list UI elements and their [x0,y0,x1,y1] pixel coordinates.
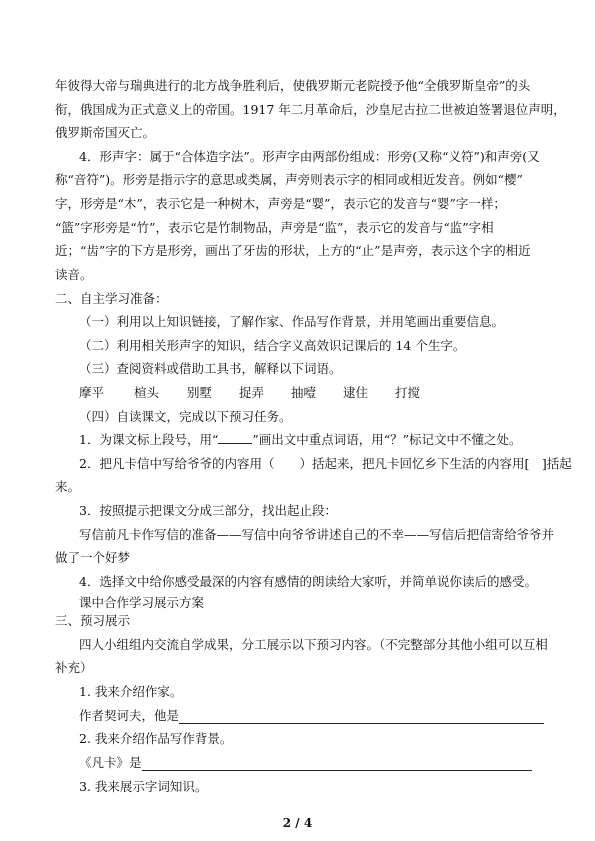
prep-item: （三）查阅资料或借助工具书，解释以下词语。 [79,361,342,376]
vocab-word: 逮住 [343,385,369,400]
question: 2. 我来介绍作品写作背景。 [79,731,233,746]
paragraph-line: 4．形声字：属于“合体造字法”。形声字由两部份组成：形旁(又称“义符”)和声旁(又 [79,149,540,164]
paragraph-line: 俄罗斯帝国灭亡。 [55,125,156,140]
section-intro: 四人小组组内交流自学成果，分工展示以下预习内容。（不完整部分其他小组可以互相 [79,637,548,652]
paragraph-line: 字，形旁是“木”，表示它是一种树木，声旁是“婴”，表示它的发音与“婴”字一样； [55,196,506,211]
paragraph-line: 近；“齿”字的下方是形旁，画出了牙齿的形状，上方的“止”是声旁，表示这个字的相近 [55,243,531,258]
question: 1. 我来介绍作家。 [79,684,183,699]
task-line: 来。 [55,479,81,494]
task-line: 2．把凡卡信中写给爷爷的内容用（ ）括起来，把凡卡回忆乡下生活的内容用[ ]括起 [79,456,572,471]
prep-item: （四）自读课文，完成以下预习任务。 [79,409,292,424]
vocab-word: 捉弄 [239,385,265,400]
paragraph-line: 读音。 [55,267,93,282]
task-text: 1．为课文标上段号，用“ [79,432,219,447]
fill-in-line [79,708,544,724]
fill-label: 《凡卡》是 [79,755,142,770]
fill-in-line [79,755,532,771]
task-answer: 写信前凡卡作写信的准备——写信中向爷爷讲述自己的不幸——写信后把信寄给爷爷并 [79,527,555,542]
vocab-word: 打搅 [395,385,421,400]
vocab-word: 摩平 [79,385,105,400]
section-heading: 三、预习展示 [55,613,131,628]
task-line: 3．按照提示把课文分成三部分，找出起止段： [79,503,337,518]
vocab-word: 楦头 [134,385,160,400]
paragraph-line: 称“音符”)。形旁是指示字的意思或类属，声旁则表示字的相同或相近发音。例如“樱” [55,172,523,187]
vocab-word: 抽噎 [291,385,317,400]
answer-blank[interactable] [142,758,532,771]
prep-item: （二）利用相关形声字的知识，结合字义高效识记课后的 14 个生字。 [79,338,466,353]
question: 3. 我来展示字词知识。 [79,779,208,794]
answer-blank[interactable] [179,711,544,724]
underline-blank [218,433,252,444]
page-number: 2 / 4 [282,816,313,830]
task-line [79,432,522,448]
vocab-word: 别墅 [187,385,213,400]
plan-title: 课中合作学习展示方案 [79,595,205,610]
section-heading: 二、自主学习准备： [55,291,168,306]
paragraph-line: “篮”字形旁是“竹”，表示它是竹制物品，声旁是“监”，表示它的发音与“监”字相 [55,220,494,235]
paragraph-line: 年彼得大帝与瑞典进行的北方战争胜利后，使俄罗斯元老院授予他“全俄罗斯皇帝”的头 [55,78,531,93]
fill-label: 作者契诃夫，他是 [79,708,180,723]
section-intro: 补充） [55,660,93,675]
task-line: 4．选择文中给你感受最深的内容有感情的朗读给大家听，并简单说你读后的感受。 [79,574,537,589]
prep-item: （一）利用以上知识链接，了解作家、作品写作背景，并用笔画出重要信息。 [79,314,505,329]
task-answer: 做了一个好梦 [55,550,131,565]
paragraph-line: 衔，俄国成为正式意义上的帝国。1917 年二月革命后，沙皇尼古拉二世被迫签署退位声明， [55,102,566,117]
task-text: ”画出文中重点词语，用“？”标记文中不懂之处。 [252,432,522,447]
